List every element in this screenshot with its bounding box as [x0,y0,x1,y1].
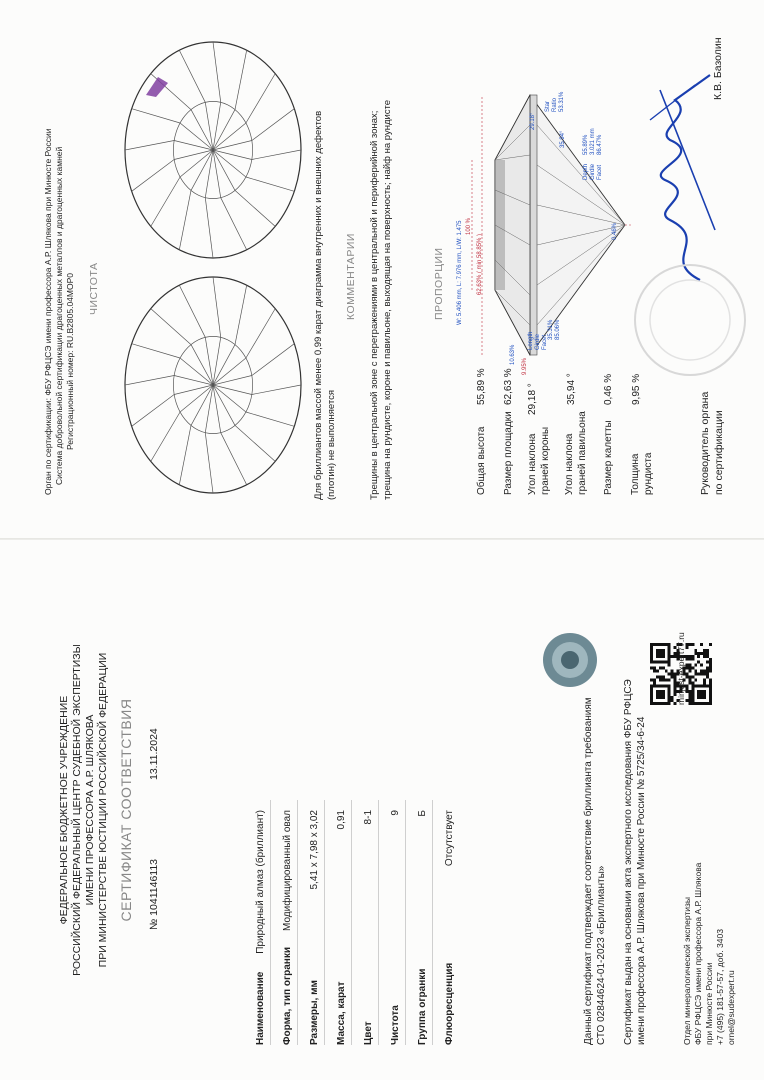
row-label-clarity: Чистота [390,1005,401,1045]
proportions-title: ПРОПОРЦИИ [433,247,445,320]
clarity-note [312,111,338,500]
authority-block [43,128,76,495]
row-value-shape: Модифицированный овал [282,810,293,931]
prop-label-crown: Угол наклона граней короны [527,426,551,495]
authority-line-3: Регистрационный номер: RU.B2805.04МОР0 [65,273,75,450]
diagram-depth-labels: Depth Girdle Facet [583,163,603,180]
clarity-diagram-crown [118,35,308,265]
prop-value-girdle: 9,95 % [631,373,642,405]
prop-label-culet: Размер калетты [603,420,614,495]
diagram-left-girdle: 9.95% [522,357,528,375]
comments-line-2: трещина на рундисте, короне и павильоне, выходящая на поверхность; найф на рундисте [382,99,393,500]
clarity-note-line-2: (плотин) не выполняется [326,389,337,500]
clarity-note-line-1: Для бриллиантов массой менее 0,99 карат диаграмма внутренних и внешних дефектов [313,110,324,500]
certificate-date: 13.11.2024 [148,728,160,780]
prop-label-table: Размер площадки [503,411,514,495]
diagram-length-labels: Length Girdle Facet [528,331,548,350]
prop-value-table: 62,63 % [503,368,514,405]
row-label-color: Цвет [363,1021,374,1045]
comments-line-1: Трещины в центральной зоне с перегражениями в центральной и периферийной зонах; [369,110,380,500]
comments-text [368,100,394,500]
row-value-color: 8-1 [363,810,374,825]
comments-title: КОММЕНТАРИИ [345,233,357,320]
row-label-name: Наименование [255,971,266,1045]
prop-value-crown: 29,18 ° [527,383,538,415]
row-label-shape: Форма, тип огранки [282,946,293,1045]
org-line-4: ПРИ МИНИСТЕРСТВЕ ЮСТИЦИИ РОССИЙСКОЙ ФЕДЕРАЦИИ [97,652,109,968]
signatory-title: Руководитель органа по сертификации [699,391,725,495]
row-value-fluorescence: Отсутствует [444,810,455,867]
row-value-clarity: 9 [390,810,401,816]
diagram-length-vals: 35.31% 85.06% [548,319,561,340]
prop-value-pavilion: 35,94 ° [566,373,577,405]
row-label-size: Размеры, мм [309,980,320,1045]
prop-value-culet: 0,46 % [603,373,614,405]
conformity-statement: Данный сертификат подтверждает соответствие бриллианта требованиям СТО 02844624-01-2023 «Бриллианты» [583,697,607,1045]
row-label-weight: Масса, карат [336,981,347,1045]
hologram-seal [540,630,600,690]
row-label-fluorescence: Флюоресценция [444,962,455,1045]
row-value-size: 5,41 x 7,98 x 3,02 [309,810,320,890]
org-line-3: ИМЕНИ ПРОФЕССОРА А.Р. ШЛЯКОВА [84,714,96,906]
stamp-seal [630,250,750,390]
contact-email[interactable]: ornel@sudexpert.ru [726,970,736,1045]
contacts-block: Отдел минералогической экспертизы ФБУ РФЦСЭ имени профессора А.Р. Шлякова при Минюсте России +7 (495) 181-57-57, доб. 3403 ornel@sudexpert.ru [682,862,736,1045]
diagram-crown-angle: 29.18° [530,112,536,130]
diagram-table-pct: 100 % [466,217,472,235]
diagram-table-range: 62.63% ( min 58.85% ) [477,233,483,295]
diagram-star-ratio: Star Ratio 53.31% [545,91,565,112]
authority-line-2: Система добровольной сертификации драгоценных металлов и драгоценных камней [54,146,64,485]
issued-basis: Сертификат выдан на основании акта экспертного исследования ФБУ РФЦСЭ имени профессора А.Р. Шлякова при Минюсте России № 5725/34-6-24 [623,679,647,1045]
prop-label-girdle: Толщина рундиста [630,452,654,495]
diagram-depth-vals: 55.89% 3.021 mm 86.47% [583,128,603,155]
prop-value-height: 55,89 % [476,368,487,405]
clarity-title: ЧИСТОТА [88,262,100,315]
certificate-table [0,540,764,1080]
org-line-1: ФЕДЕРАЛЬНОЕ БЮДЖЕТНОЕ УЧРЕЖДЕНИЕ [58,695,70,925]
row-value-name: Природный алмаз (бриллиант) [255,810,266,954]
website-link[interactable]: minjust-expert77.ru [676,632,686,705]
certificate-title: СЕРТИФИКАТ СООТВЕТСТВИЯ [118,698,134,922]
certificate-number: № 1041146113 [148,858,160,930]
diagram-dims: W: 5.406 mm, L: 7.976 mm, L/W: 1.475 [457,220,463,325]
prop-label-height: Общая высота [476,426,487,495]
row-value-weight: 0,91 [336,810,347,830]
inclusion-mark [146,77,168,97]
prop-label-pavilion: Угол наклона граней павильона [564,411,588,495]
clarity-diagram-pavilion [118,270,308,500]
signatory-name: К.В. Базолин [712,37,724,100]
certificate-page [0,540,764,1080]
row-value-cut-group: Б [417,810,428,817]
diagram-left-crown: 10.63% [510,344,516,365]
authority-line-1: Орган по сертификации: ФБУ РФЦСЭ имени профессора А.Р. Шлякова при Минюсте России [43,128,53,495]
diagram-culet: 0.46% [612,222,618,240]
org-line-2: РОССИЙСКИЙ ФЕДЕРАЛЬНЫЙ ЦЕНТР СУДЕБНОЙ ЭКСПЕРТИЗЫ [71,644,83,976]
diagram-pavilion-angle: 35.94° [560,130,566,148]
row-label-cut-group: Группа огранки [417,968,428,1045]
